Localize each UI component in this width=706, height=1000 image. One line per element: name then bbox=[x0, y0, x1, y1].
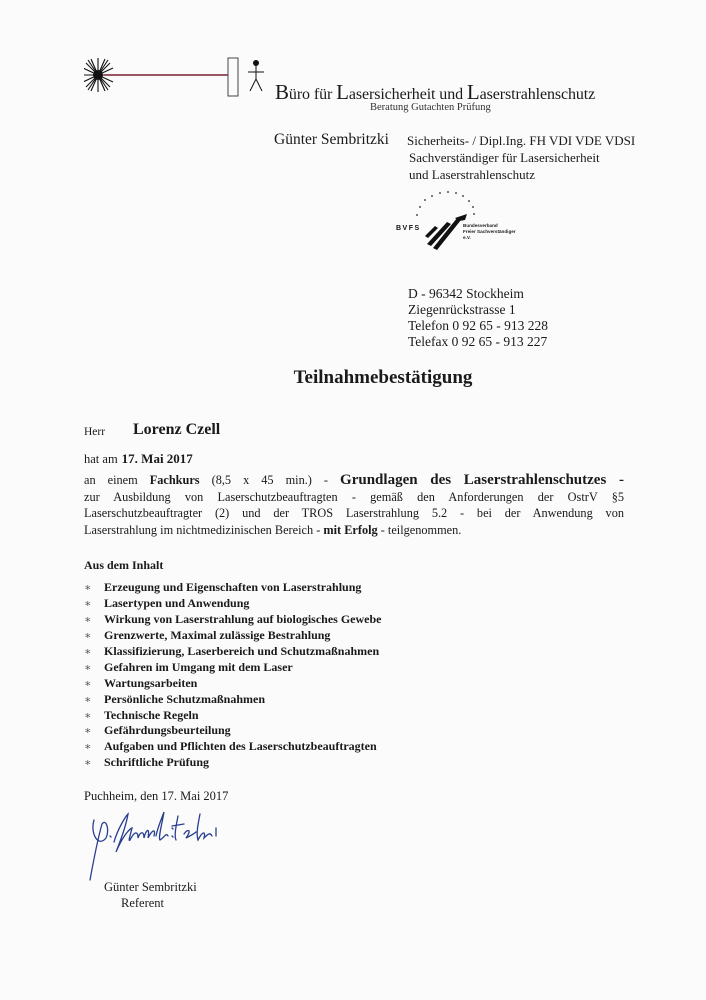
bvfs-association-logo-icon bbox=[395, 188, 535, 254]
topic-item bbox=[84, 580, 381, 596]
course-duration: (8,5 x 45 min.) - bbox=[199, 473, 341, 487]
svg-text:BVFS: BVFS bbox=[396, 225, 421, 232]
course-type: Fachkurs bbox=[149, 473, 200, 487]
signer-role: Referent bbox=[121, 896, 165, 910]
topic-text: Gefährdungsbeurteilung bbox=[104, 723, 231, 738]
topic-text: Gefahren im Umgang mit dem Laser bbox=[104, 659, 293, 674]
course-description bbox=[84, 472, 624, 538]
description-line bbox=[84, 522, 624, 539]
topic-text: Wartungsarbeiten bbox=[104, 675, 198, 690]
bullet-icon: ∗ bbox=[84, 630, 92, 643]
course-date-line bbox=[84, 451, 193, 467]
topic-text: Klassifizierung, Laserbereich und Schutzmaßnahmen bbox=[104, 644, 380, 658]
description-line bbox=[84, 472, 624, 489]
bullet-icon: ∗ bbox=[84, 598, 92, 611]
topic-text: Grenzwerte, Maximal zulässige Bestrahlung bbox=[104, 628, 331, 643]
topic-list bbox=[84, 580, 381, 771]
topic-item bbox=[84, 723, 381, 739]
text: Laserstrahlung im nichtmedizinischen Bereich - bbox=[84, 522, 324, 537]
expert-qualification-cont: und Laserstrahlenschutz bbox=[409, 167, 535, 182]
topic-text: Aufgaben und Pflichten des Laserschutzbeauftragten bbox=[104, 739, 377, 754]
topic-text: Erzeugung und Eigenschaften von Laserstrahlung bbox=[104, 580, 362, 595]
bullet-icon: ∗ bbox=[84, 725, 92, 738]
topic-text: Lasertypen und Anwendung bbox=[104, 596, 250, 611]
bullet-icon: ∗ bbox=[84, 709, 92, 722]
bullet-icon: ∗ bbox=[84, 646, 92, 658]
text: - teilgenommen. bbox=[377, 522, 462, 537]
content-heading: Aus dem Inhalt bbox=[84, 558, 164, 572]
topic-item bbox=[84, 644, 381, 660]
bullet-icon: ∗ bbox=[84, 582, 92, 595]
topic-item bbox=[84, 612, 381, 628]
expert-qualification: Sachverständiger für Lasersicherheit bbox=[409, 150, 600, 165]
svg-text:Bundesverband: Bundesverband bbox=[463, 223, 498, 228]
svg-text:Freier Sachverständiger: Freier Sachverständiger bbox=[463, 229, 516, 234]
svg-text:e.V.: e.V. bbox=[463, 235, 471, 240]
topic-item bbox=[84, 596, 381, 612]
topic-item bbox=[84, 675, 381, 691]
place-and-date: Puchheim, den 17. Mai 2017 bbox=[84, 789, 229, 803]
signature-icon bbox=[84, 808, 224, 883]
office-title-part: L bbox=[336, 80, 349, 104]
expert-name: Günter Sembritzki bbox=[274, 131, 389, 148]
topic-item bbox=[84, 755, 381, 771]
office-subtitle: Beratung Gutachten Prüfung bbox=[370, 102, 491, 113]
topic-item bbox=[84, 659, 381, 675]
document-title bbox=[0, 367, 706, 389]
office-title-part: üro für bbox=[288, 86, 337, 103]
office-title-part: aserstrahlenschutz bbox=[479, 86, 596, 103]
topic-item bbox=[84, 739, 381, 755]
address-phone: Telefon 0 92 65 - 913 228 bbox=[408, 318, 549, 333]
bullet-icon: ∗ bbox=[84, 661, 92, 674]
signer-name: Günter Sembritzki bbox=[104, 880, 197, 894]
office-title-part: asersicherheit und bbox=[348, 86, 467, 103]
bullet-icon: ∗ bbox=[84, 614, 92, 627]
text: an einem bbox=[84, 473, 150, 487]
salutation: Herr bbox=[84, 426, 106, 438]
participant-name: Lorenz Czell bbox=[133, 421, 221, 438]
result-text: mit Erfolg bbox=[323, 522, 378, 537]
address-street: Ziegenrückstrasse 1 bbox=[408, 302, 516, 317]
bullet-icon: ∗ bbox=[84, 693, 92, 706]
description-line: zur Ausbildung von Laserschutzbeauftragten - gemäß den Anforderungen der OstrV §5 bbox=[84, 489, 624, 504]
bullet-icon: ∗ bbox=[84, 677, 92, 690]
document-title-text: Teilnahmebestätigung bbox=[293, 367, 473, 388]
course-date: 17. Mai 2017 bbox=[121, 451, 193, 466]
course-title: Grundlagen des Laserstrahlenschutzes - bbox=[340, 472, 624, 488]
bullet-icon: ∗ bbox=[84, 757, 92, 770]
office-title-part: L bbox=[466, 80, 480, 104]
laser-logo-icon bbox=[84, 55, 274, 105]
date-prefix: hat am bbox=[84, 452, 118, 466]
expert-title: Sicherheits- / Dipl.Ing. FH VDI VDE VDSI bbox=[407, 133, 636, 148]
description-line: Laserschutzbeauftragter (2) und der TROS Laserstrahlung 5.2 - bei der Anwendung von bbox=[84, 506, 624, 520]
topic-item bbox=[84, 707, 381, 723]
topic-item bbox=[84, 691, 381, 707]
bullet-icon: ∗ bbox=[84, 741, 92, 754]
topic-item bbox=[84, 628, 381, 644]
topic-text: Technische Regeln bbox=[104, 707, 199, 722]
address-fax: Telefax 0 92 65 - 913 227 bbox=[408, 334, 548, 349]
topic-text: Schriftliche Prüfung bbox=[104, 755, 209, 770]
office-title-part: B bbox=[275, 80, 289, 104]
address-city: D - 96342 Stockheim bbox=[408, 286, 524, 301]
topic-text: Persönliche Schutzmaßnahmen bbox=[104, 691, 266, 706]
topic-text: Wirkung von Laserstrahlung auf biologisches Gewebe bbox=[104, 612, 382, 627]
